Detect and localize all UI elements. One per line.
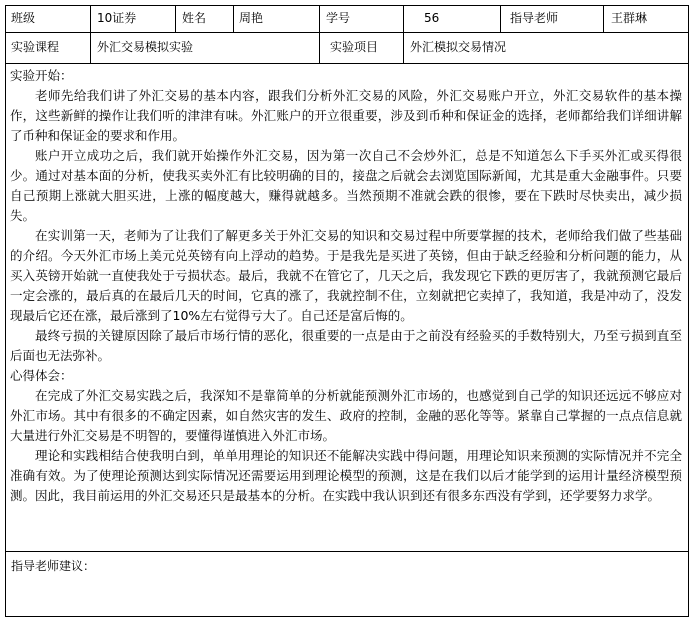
class-value: 10证券 xyxy=(97,11,137,25)
name-value: 周艳 xyxy=(239,11,264,25)
advisor-label: 指导老师 xyxy=(510,11,559,25)
student-id-value: 56 xyxy=(424,11,440,25)
project-label: 实验项目 xyxy=(330,40,379,54)
project-value: 外汇模拟交易情况 xyxy=(410,40,507,54)
col-divider xyxy=(500,5,501,33)
name-label: 姓名 xyxy=(182,11,207,25)
course-value: 外汇交易模拟实验 xyxy=(97,40,194,54)
start-paragraph: 老师先给我们讲了外汇交易的基本内容，跟我们分析外汇交易的风险，外汇交易账户开立，外汇交易软件的基本操作，这些新鲜的操作让我们听的津津有味。外汇账户的开立很重要，涉及到币种和保证金的选择，老师都给我们详细讲解了币种和保证金的要求和作用。 xyxy=(10,88,682,143)
col-divider xyxy=(175,5,176,33)
start-paragraph: 最终亏损的关键原因除了最后市场行情的恶化，很重要的一点是由于之前没有经验买的手数特别大，乃至亏损到直至后面也无法弥补。 xyxy=(10,328,682,363)
col-divider xyxy=(319,5,320,63)
advisor-comment-label: 指导老师建议： xyxy=(11,559,96,573)
reflection-heading: 心得体会： xyxy=(10,368,73,383)
course-label: 实验课程 xyxy=(11,40,60,54)
row1-divider xyxy=(5,32,689,33)
advisor-comment-area[interactable] xyxy=(6,576,688,616)
row2-divider xyxy=(5,63,689,64)
col-divider xyxy=(403,5,404,63)
start-paragraph: 在实训第一天，老师为了让我们了解更多关于外汇交易的知识和交易过程中所要掌握的技术，老师给我们做了些基础的介绍。今天外汇市场上美元兑英镑有向上浮动的趋势。于是我先是买进了英镑，但由于缺乏经验和分析问题的能力，从买入英镑开始就一直使我处于亏损状态。最后，我就不在管它了，几天之后，我发现它下跌的更厉害了，我就预测它最后一定会涨的，最后真的在最后几天的时间，它真的涨了，我就控制不住，立刻就把它卖掉了，我知道，我是冲动了，没发现最后它还在涨，最后涨到了10%左右觉得亏大了。自己还是富后悔的。 xyxy=(10,228,682,323)
report-body xyxy=(10,66,682,506)
start-paragraph: 账户开立成功之后，我们就开始操作外汇交易，因为第一次自己不会炒外汇，总是不知道怎么下手买外汇或买得很少。通过对基本面的分析，使我买卖外汇有比较明确的目的，接盘之后就会去浏览国际新闻，尤其是重大金融事件。只要自己预期上涨就大胆买进，上涨的幅度越大，赚得就越多。当然预期不准就会跌的很惨，要在下跌时尽快卖出，减少损失。 xyxy=(10,148,682,223)
student-id-label: 学号 xyxy=(326,11,351,25)
col-divider xyxy=(603,5,604,33)
reflection-paragraph: 在完成了外汇交易实践之后，我深知不是靠简单的分析就能预测外汇市场的，也感觉到自己学的知识还远远不够应对外汇市场。其中有很多的不确定因素，如自然灾害的发生、政府的控制，金融的恶化等等。紧靠自己掌握的一点点信息就大量进行外汇交易是不明智的，要懂得谨慎进入外汇市场。 xyxy=(10,388,682,443)
comment-divider xyxy=(5,551,689,552)
class-label: 班级 xyxy=(11,11,36,25)
advisor-value: 王群琳 xyxy=(611,11,648,25)
experiment-start-heading: 实验开始： xyxy=(10,68,73,83)
col-divider xyxy=(233,5,234,33)
reflection-paragraph: 理论和实践相结合使我明白到，单单用理论的知识还不能解决实践中得问题，用理论知识来预测的实际情况并不完全准确有效。为了使理论预测达到实际情况还需要运用到理论模型的预测，这是在我们以后才能学到的运用计量经济模型预测。因此，我目前运用的外汇交易还只是最基本的分析。在实践中我认识到还有很多东西没有学到，还学要努力求学。 xyxy=(10,448,682,503)
col-divider xyxy=(90,5,91,63)
